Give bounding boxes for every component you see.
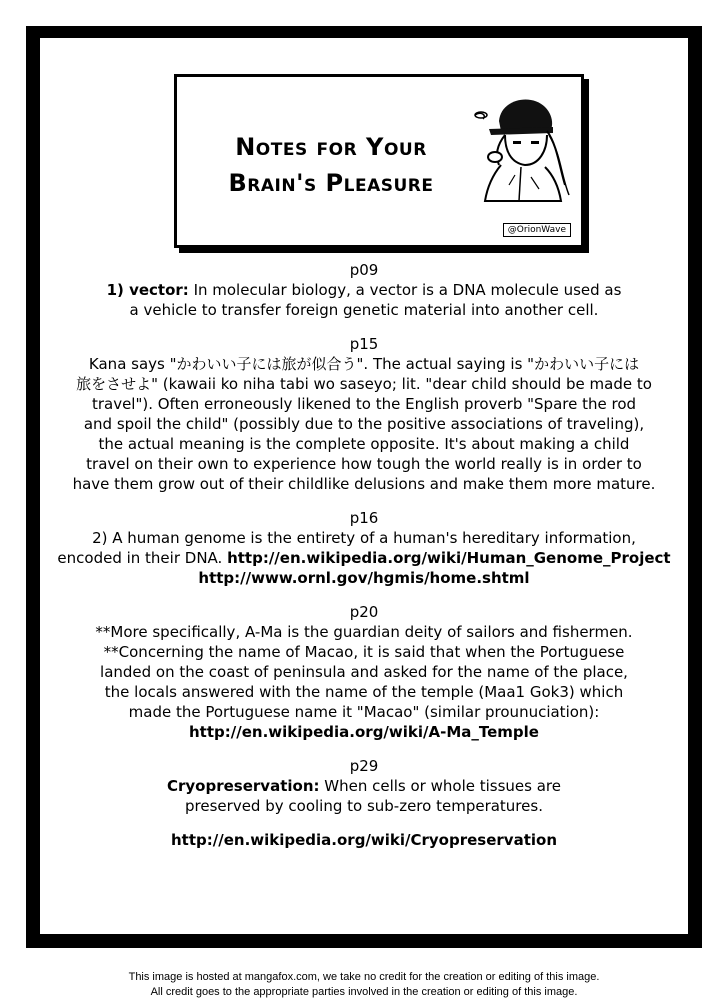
note-p29 xyxy=(40,756,688,850)
note-text: When cells or whole tissues are xyxy=(319,777,561,795)
note-line xyxy=(40,548,688,568)
note-line: the actual meaning is the complete opposite. It's about making a child xyxy=(98,435,630,453)
note-spacer xyxy=(40,816,688,830)
note-text: In molecular biology, a vector is a DNA molecule used as xyxy=(188,281,622,299)
note-line: travel on their own to experience how tough the world really is in order to xyxy=(86,455,642,473)
note-page-number: p16 xyxy=(349,509,379,527)
page-content xyxy=(40,38,688,934)
note-p15 xyxy=(40,334,688,494)
title-line-2: Brain's Pleasure xyxy=(228,169,434,197)
note-link[interactable]: http://en.wikipedia.org/wiki/Human_Genome_Project xyxy=(227,549,671,567)
note-page-number: p29 xyxy=(349,757,379,775)
note-line: the locals answered with the name of the temple (Maa1 Gok3) which xyxy=(104,683,624,701)
note-link[interactable]: http://en.wikipedia.org/wiki/A-Ma_Temple xyxy=(189,723,539,741)
note-line: **More specifically, A-Ma is the guardian deity of sailors and fishermen. xyxy=(95,623,633,641)
note-term: 1) vector: xyxy=(106,281,189,299)
note-line: preserved by cooling to sub-zero temperatures. xyxy=(185,797,543,815)
notes-list xyxy=(40,260,688,864)
artist-credit: @OrionWave xyxy=(503,223,571,237)
note-page-number: p20 xyxy=(349,603,379,621)
note-line: and spoil the child" (possibly due to the positive associations of traveling), xyxy=(83,415,645,433)
page-frame xyxy=(26,26,702,948)
note-text: encoded in their DNA. xyxy=(57,549,228,567)
note-line: landed on the coast of peninsula and asked for the name of the place, xyxy=(100,663,628,681)
note-line: Kana says "かわいい子には旅が似合う". The actual saying is "かわいい子には xyxy=(88,355,640,373)
note-link[interactable]: http://www.ornl.gov/hgmis/home.shtml xyxy=(198,569,530,587)
note-line: a vehicle to transfer foreign genetic material into another cell. xyxy=(129,301,599,319)
title-line-1: Notes for Your xyxy=(235,133,427,161)
note-page-number: p15 xyxy=(349,335,379,353)
note-line: have them grow out of their childlike delusions and make them more mature. xyxy=(72,475,656,493)
note-line: 2) A human genome is the entirety of a human's hereditary information, xyxy=(92,529,636,547)
hosting-disclaimer xyxy=(0,970,728,1000)
note-term: Cryopreservation: xyxy=(167,777,320,795)
disclaimer-line-2: All credit goes to the appropriate parties involved in the creation or editing of this image. xyxy=(150,986,578,998)
note-line: travel"). Often erroneously likened to the English proverb "Spare the rod xyxy=(91,395,637,413)
title-box xyxy=(174,74,584,248)
note-page-number: p09 xyxy=(349,261,379,279)
note-line: 旅をさせよ" (kawaii ko niha tabi wo saseyo; lit. "dear child should be made to xyxy=(76,375,652,393)
page-title xyxy=(201,129,461,201)
character-illustration-icon xyxy=(461,85,573,203)
note-p16 xyxy=(40,508,688,588)
note-line xyxy=(40,776,688,796)
note-link[interactable]: http://en.wikipedia.org/wiki/Cryopreservation xyxy=(171,831,557,849)
note-p09 xyxy=(40,260,688,320)
note-p20 xyxy=(40,602,688,742)
note-line: **Concerning the name of Macao, it is said that when the Portuguese xyxy=(103,643,625,661)
note-line: made the Portuguese name it "Macao" (similar prounuciation): xyxy=(128,703,600,721)
disclaimer-line-1: This image is hosted at mangafox.com, we take no credit for the creation or editing of this image. xyxy=(128,971,600,983)
note-line xyxy=(40,280,688,300)
